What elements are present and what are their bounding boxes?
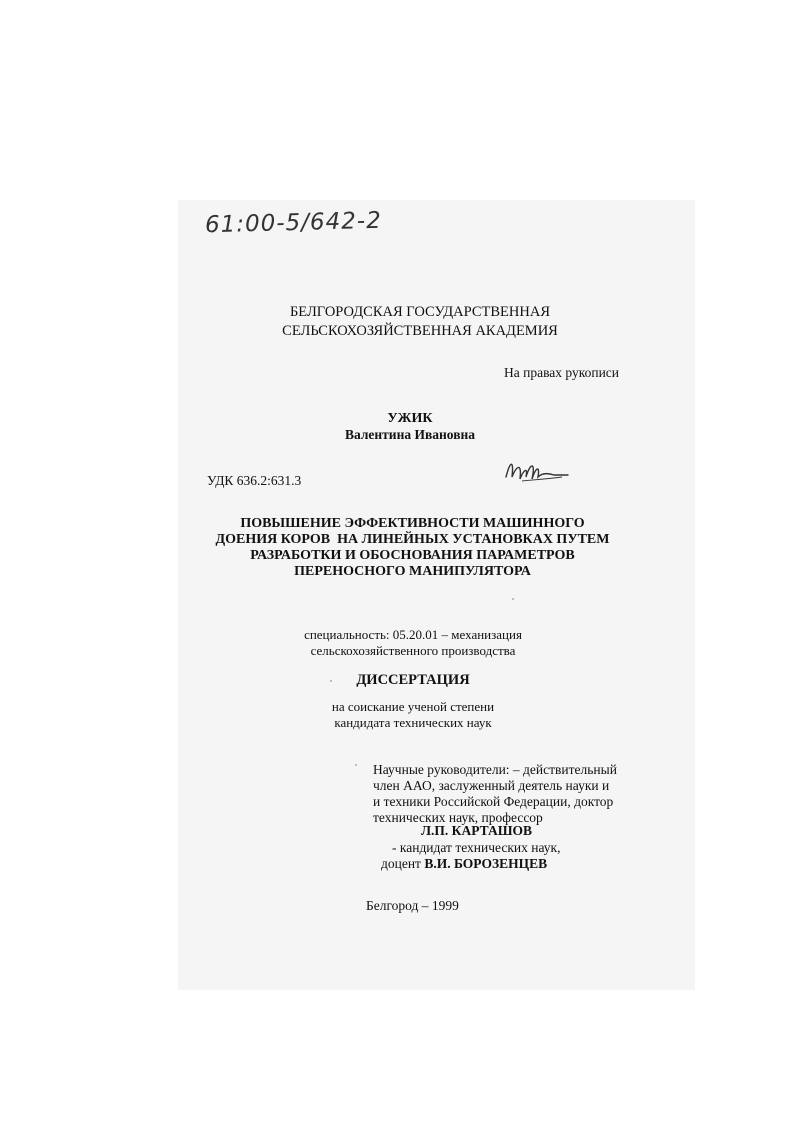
institution-name (210, 303, 630, 341)
degree-line: на соискание ученой степени (331, 699, 495, 714)
document-type: ДИССЕРТАЦИЯ (356, 672, 470, 688)
institution-line: СЕЛЬСКОХОЗЯЙСТВЕННАЯ АКАДЕМИЯ (282, 323, 558, 339)
scan-speck (512, 598, 514, 600)
manuscript-rights: На правах рукописи (504, 365, 620, 380)
scan-speck (330, 680, 332, 682)
degree-line: кандидата технических наук (334, 715, 492, 730)
udk-code: УДК 636.2:631.3 (207, 473, 302, 488)
speciality (263, 627, 563, 659)
supervisor-line: член ААО, заслуженный деятель науки и (373, 778, 610, 793)
title-line: ДОЕНИЯ КОРОВ НА ЛИНЕЙНЫХ УСТАНОВКАХ ПУТЕМ (215, 532, 610, 547)
institution-line: БЕЛГОРОДСКАЯ ГОСУДАРСТВЕННАЯ (289, 304, 550, 320)
supervisor-2-rank: доцент (381, 856, 421, 871)
speciality-line: специальность: 05.20.01 – механизация (304, 627, 522, 642)
supervisor-2-title: - кандидат технических наук, (392, 840, 561, 855)
speciality-line: сельскохозяйственного производства (310, 643, 516, 658)
dissertation-title (210, 516, 615, 580)
title-line: ПЕРЕНОСНОГО МАНИПУЛЯТОРА (294, 564, 531, 579)
scan-speck (355, 764, 357, 766)
author-surname: УЖИК (387, 411, 433, 426)
supervisors-block (373, 762, 633, 826)
degree (263, 699, 563, 731)
supervisor-line: Научные руководители: – действительный (373, 762, 617, 777)
registration-number: 61:00-5/642-2 (204, 207, 383, 239)
supervisor-line: технических наук, профессор (373, 810, 543, 825)
supervisor-name-1: Л.П. КАРТАШОВ (421, 823, 533, 838)
signature (502, 455, 574, 489)
supervisor-name-2: В.И. БОРОЗЕНЦЕВ (424, 856, 548, 871)
city-year: Белгород – 1999 (366, 898, 459, 913)
supervisor-line: и техники Российской Федерации, доктор (373, 794, 614, 809)
supervisor-2 (381, 856, 547, 872)
author-name: Валентина Ивановна (344, 427, 476, 442)
title-line: РАЗРАБОТКИ И ОБОСНОВАНИЯ ПАРАМЕТРОВ (250, 548, 575, 563)
title-line: ПОВЫШЕНИЕ ЭФФЕКТИВНОСТИ МАШИННОГО (240, 516, 585, 531)
